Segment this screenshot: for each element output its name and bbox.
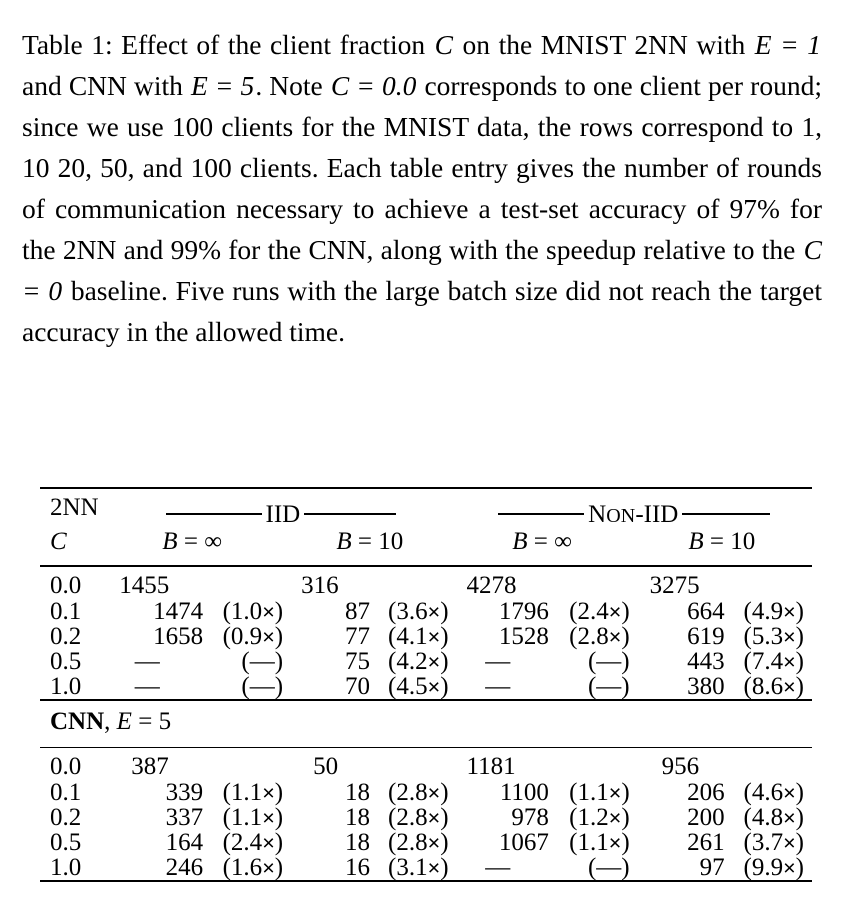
group-header-noniid [457,495,812,529]
cnn-label-bold: CNN [50,708,105,735]
cell-noniid-10-speedup: (4.9×) [743,598,804,625]
caption-math-C1: C [434,29,453,60]
group-label-noniid [584,502,682,527]
cnn-label-comma: , [104,708,117,735]
cell-noniid-inf-speedup: (1.1×) [569,829,630,856]
cell-iid-10-num: 87 [345,598,371,625]
cell-iid-10-num: 16 [345,854,371,881]
caption-math-E5: E = 5 [190,70,255,101]
table-row [40,855,812,881]
cell-c: 0.0 [50,572,82,599]
noniid-suffix: -IID [635,500,679,528]
group-label-iid: IID [265,500,301,528]
cell-noniid-10-num: 619 [687,623,725,650]
b-val-4: 10 [730,528,756,555]
b-val-1: ∞ [204,528,223,555]
caption-segment-4: . Note [255,70,330,101]
cell-iid-10-speedup: (3.1×) [388,854,449,881]
b-eq-4: = [703,528,731,555]
cnn-label-E: E [116,708,132,735]
table-row [40,674,812,700]
cell-noniid-10-num: 443 [687,648,725,675]
cell-iid-inf-speedup: (—) [241,648,284,675]
cell-noniid-10-speedup: (5.3×) [743,623,804,650]
rule-top [40,488,812,495]
cell-iid-inf-num: — [134,673,160,700]
cell-iid-10-num: 77 [345,623,371,650]
table-row [40,830,812,855]
b-var-4: B [688,528,704,555]
cell-noniid-inf-num: — [485,673,511,700]
group-header-iid [105,495,456,529]
cell-noniid-inf-speedup: (2.4×) [569,598,630,625]
cell-c: 0.5 [50,648,82,675]
b-val-2: 10 [378,528,404,555]
cell-iid-inf-speedup: (1.1×) [222,804,284,831]
cell-noniid-10-speedup: (3.7×) [743,829,804,856]
cell-iid-inf-speedup: (1.0×) [222,598,284,625]
cell-iid-10-num: 18 [345,804,371,831]
cell-iid-inf-num: 339 [165,779,204,806]
cell-noniid-inf-speedup: (—) [587,648,630,675]
cell-noniid-inf-speedup: (1.2×) [569,804,630,831]
b-var-1: B [162,528,178,555]
caption-math-C00: C = 0.0 [330,70,417,101]
cell-iid-10-speedup [370,573,457,599]
cell-c: 0.0 [50,753,82,780]
cell-iid-inf-num: — [134,648,160,675]
section-header-cnn-row [40,709,812,748]
cell-iid-10-speedup: (3.6×) [388,598,449,625]
cell-c: 0.1 [50,598,82,625]
rule-bottom [40,881,812,890]
col-header-c: C [50,528,67,555]
cell-c: 0.2 [50,804,82,831]
caption-segment-3: and CNN with [22,70,190,101]
cell-noniid-10-num: 206 [687,779,725,806]
cell-noniid-inf-speedup: (2.8×) [569,623,630,650]
cell-iid-10-speedup: (2.8×) [388,779,449,806]
cell-noniid-10-num: 200 [687,804,725,831]
cell-iid-inf-num: 164 [165,829,204,856]
cell-iid-inf-speedup: (1.1×) [222,779,284,806]
cell-iid-inf-speedup [203,754,291,780]
cell-c: 0.2 [50,623,82,650]
cell-noniid-10-speedup [725,754,812,780]
table-row [40,624,812,649]
caption-math-E1: E = 1 [754,29,821,60]
caption-segment-6: baseline. Five runs with the large batch size did not reach the target accuracy in the allowed time. [22,275,822,347]
b-var-3: B [512,528,528,555]
cell-noniid-inf-num: 1067 [498,829,549,856]
cell-noniid-inf-num: 978 [511,804,549,831]
cell-iid-inf-speedup: (2.4×) [222,829,284,856]
section-label-cnn [40,709,812,748]
cell-noniid-inf-num: — [485,854,511,881]
cell-noniid-10-num: 664 [687,598,725,625]
cell-iid-10-speedup: (4.2×) [388,648,449,675]
results-table-container [40,487,812,890]
col-header-iid-binf [105,529,291,566]
cnn-label-eq: = [131,708,159,735]
cell-noniid-inf-speedup [549,573,638,599]
cell-iid-10-num: 70 [345,673,371,700]
cell-iid-inf-num: 387 [131,753,169,780]
noniid-smallcaps: ON [606,504,636,527]
cell-noniid-10-num: 97 [699,854,725,881]
b-eq-1: = [177,528,205,555]
cell-c: 1.0 [50,673,82,700]
table-row [40,805,812,830]
cell-iid-inf-num: 337 [165,804,204,831]
cell-noniid-inf-num: 1181 [466,753,516,780]
caption-math-C0: C = 0 [22,234,822,306]
cell-c: 0.1 [50,779,82,806]
table-row [40,573,812,599]
cnn-label-val: 5 [158,708,172,735]
cell-c: 0.5 [50,829,82,856]
cell-iid-10-speedup: (2.8×) [388,804,449,831]
cell-noniid-10-num: 261 [687,829,725,856]
col-header-iid-b10 [291,529,456,566]
cell-iid-inf-num: 1474 [153,598,204,625]
cell-iid-inf-speedup: (—) [241,673,284,700]
b-val-3: ∞ [554,528,572,555]
table-row [40,649,812,674]
cell-noniid-inf-num: 1528 [498,623,549,650]
cell-noniid-10-num: 380 [687,673,725,700]
cell-c: 1.0 [50,854,82,881]
cell-iid-inf-speedup [203,573,291,599]
cell-noniid-10-num: 956 [661,753,700,780]
cell-iid-10-num: 50 [313,753,339,780]
cell-noniid-10-speedup: (9.9×) [743,854,804,881]
table-row [40,780,812,805]
cell-iid-inf-speedup: (1.6×) [222,854,284,881]
cell-noniid-inf-speedup: (—) [587,854,630,881]
cell-iid-10-speedup: (4.5×) [388,673,449,700]
section-label-2nn: 2NN [50,494,99,521]
cell-noniid-10-speedup: (4.8×) [743,804,804,831]
cell-iid-10-num: 18 [345,779,371,806]
results-table [40,487,812,890]
caption-segment-1: Table 1: Effect of the client fraction [22,29,434,60]
table-caption [22,24,822,352]
cell-iid-10-num: 75 [345,648,371,675]
cell-iid-10-speedup: (4.1×) [388,623,449,650]
cell-iid-inf-num: 1658 [153,623,204,650]
table-row [40,599,812,624]
table-row [40,754,812,780]
b-eq-3: = [527,528,555,555]
cell-iid-10-speedup [370,754,457,780]
cell-noniid-10-speedup: (8.6×) [743,673,804,700]
cell-iid-10-num: 316 [301,572,339,599]
iid-rule-right [304,513,396,515]
caption-segment-2: on the MNIST 2NN with [454,29,754,60]
cell-noniid-inf-num: 4278 [466,572,517,599]
noniid-rule-left [498,513,584,515]
cell-noniid-inf-speedup: (1.1×) [569,779,630,806]
b-eq-2: = [351,528,379,555]
table-column-header-row [40,529,812,566]
col-header-noniid-b10 [638,529,812,566]
caption-segment-5: corresponds to one client per round; since we use 100 clients for the MNIST data, the rows correspond to 1, 10 20, 50, and 100 clients. Each table entry gives the number of rounds of communication necessary to achieve a test-set accuracy of 97% for the 2NN and 99% for the CNN, along with the speedup relative to the [22,70,822,265]
cell-iid-inf-num: 1455 [119,572,170,599]
cell-noniid-10-speedup: (4.6×) [743,779,804,806]
col-header-noniid-binf [457,529,638,566]
cell-noniid-10-num: 3275 [649,572,700,599]
cell-noniid-inf-num: — [485,648,511,675]
cell-noniid-inf-speedup: (—) [587,673,630,700]
cell-iid-10-speedup: (2.8×) [388,829,449,856]
cell-iid-inf-speedup: (0.9×) [222,623,284,650]
cell-iid-inf-num: 246 [165,854,204,881]
iid-rule-left [166,513,262,515]
cell-noniid-inf-speedup [549,754,638,780]
noniid-rule-right [682,513,770,515]
cell-noniid-inf-num: 1796 [498,598,549,625]
cell-noniid-inf-num: 1100 [499,779,549,806]
cell-noniid-10-speedup: (7.4×) [743,648,804,675]
noniid-prefix: N [588,500,607,528]
cell-iid-10-num: 18 [345,829,371,856]
b-var-2: B [336,528,352,555]
table-group-header-row [40,495,812,529]
cell-noniid-10-speedup [725,573,812,599]
